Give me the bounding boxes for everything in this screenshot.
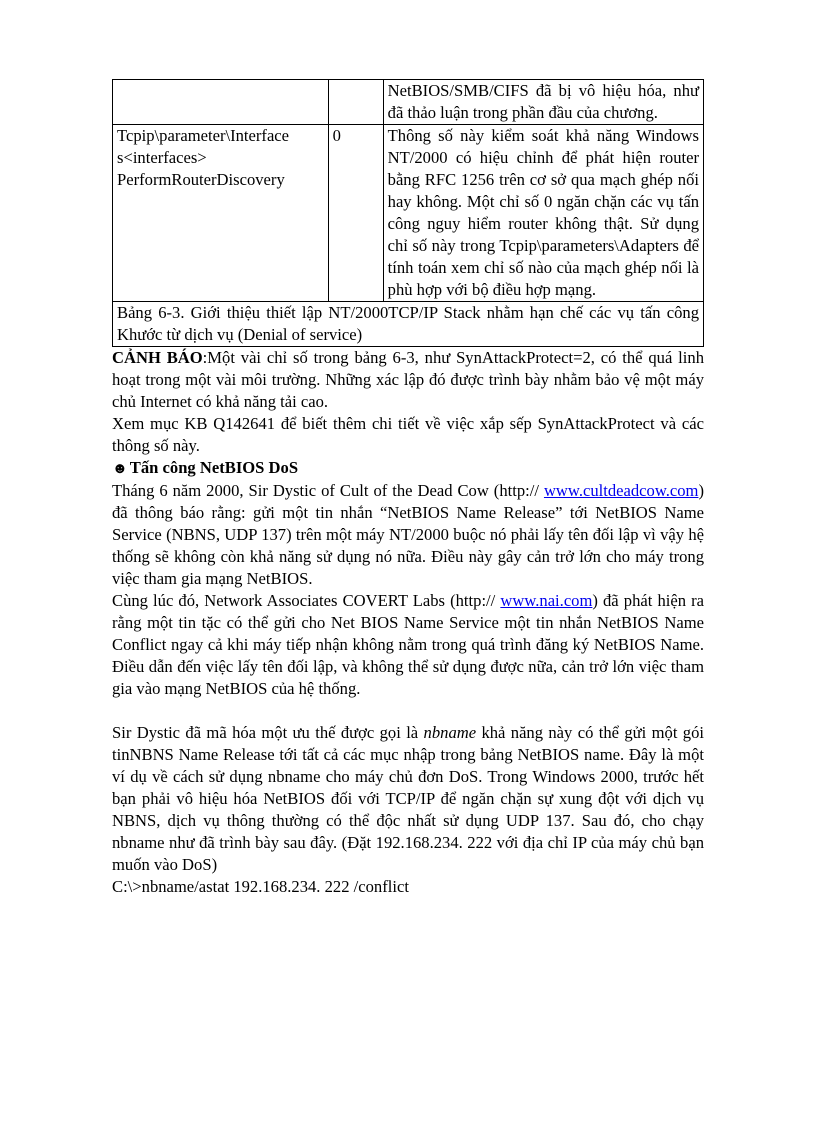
document-page	[112, 79, 704, 898]
table-cell-description: NetBIOS/SMB/CIFS đã bị vô hiệu hóa, như đã thảo luận trong phần đầu của chương.	[383, 80, 703, 125]
paragraph-nai	[112, 590, 704, 700]
warning-paragraph	[112, 347, 704, 413]
paragraph-cult-dead-cow	[112, 480, 704, 590]
paragraph-text: ) đã phát hiện ra rằng một tin tặc có thể gửi cho Net BIOS Name Service một tin nhắn NetBIOS Name Conflict ngay cả khi máy tiếp nhận không nằm trong quá trình đăng ký NetBIOS Name. Điều dẫn đến việc lấy tên đối lập, và không thể sử dụng được nữa, cản trở lớn việc tham gia vào mạng NetBIOS của hệ thống.	[112, 591, 704, 698]
key-line: PerformRouterDiscovery	[117, 170, 285, 189]
table-row	[113, 80, 704, 125]
registry-settings-table	[112, 79, 704, 347]
kb-note: Xem mục KB Q142641 để biết thêm chi tiết về việc xắp sếp SynAttackProtect và các thông số này.	[112, 414, 704, 455]
paragraph-text: ) đã thông báo rằng: gửi một tin nhắn “NetBIOS Name Release” tới NetBIOS Name Service (NBNS, UDP 137) trên một máy NT/2000 buộc nó phải lấy tên đối lập vì vậy hệ thống sẽ không còn khả năng sử dụng nó nữa. Điều này gây cản trở lớn cho máy trong việc tham gia mạng NetBIOS.	[112, 481, 704, 588]
paragraph-text: Sir Dystic đã mã hóa một ưu thế được gọi là	[112, 723, 424, 742]
warning-label: CẢNH BÁO	[112, 348, 203, 367]
key-line: s<interfaces>	[117, 148, 207, 167]
paragraph-nbname	[112, 722, 704, 876]
nai-link[interactable]: www.nai.com	[500, 591, 593, 610]
section-heading	[112, 457, 704, 480]
nbname-term: nbname	[423, 723, 477, 742]
table-cell-key	[113, 125, 329, 302]
section-title: Tấn công NetBIOS DoS	[129, 458, 299, 477]
paragraph-text: khả năng này có thể gửi một gói tinNBNS Name Release tới tất cả các mục nhập trong bảng NetBIOS name. Đây là một ví dụ về cách sử dụng nbname cho máy chủ đơn DoS. Trong Windows 2000, trước hết bạn phải vô hiệu hóa NetBIOS đối với TCP/IP để ngăn chặn sự xung đột với dịch vụ NBNS, dịch vụ thông thường có thể độc nhất sử dụng UDP 137. Sau đó, cho chạy nbname như đã trình bày sau đây. (Đặt 192.168.234. 222 với địa chỉ IP của máy chủ bạn muốn vào DoS)	[112, 723, 705, 874]
blank-line	[112, 700, 704, 722]
table-cell-value	[328, 80, 383, 125]
key-line: Tcpip\parameter\Interface	[117, 126, 290, 145]
table-cell-value: 0	[328, 125, 383, 302]
table-cell-key	[113, 80, 329, 125]
smiley-bullet-icon: ☻	[112, 461, 128, 477]
paragraph-text: Cùng lúc đó, Network Associates COVERT Labs (http://	[112, 591, 501, 610]
command-line: C:\>nbname/astat 192.168.234. 222 /conflict	[112, 877, 409, 896]
table-caption: Bảng 6-3. Giới thiệu thiết lập NT/2000TCP/IP Stack nhằm hạn chế các vụ tấn công Khước từ dịch vụ (Denial of service)	[113, 302, 704, 347]
paragraph-text: Tháng 6 năm 2000, Sir Dystic of Cult of the Dead Cow (http://	[112, 481, 544, 500]
table-row	[113, 125, 704, 302]
warning-text: :Một vài chỉ số trong bảng 6-3, như SynAttackProtect=2, có thể quá linh hoạt trong một vài môi trường. Những xác lập đó được trình bày nhằm bảo vệ một máy chủ Internet có khả năng tải cao.	[112, 348, 704, 411]
table-caption-row	[113, 302, 704, 347]
table-cell-description: Thông số này kiểm soát khả năng Windows NT/2000 có hiệu chỉnh để phát hiện router bằng RFC 1256 trên cơ sở qua mạch ghép nối hay không. Một chỉ số 0 ngăn chặn các vụ tấn công nguy hiểm router không thật. Sử dụng chỉ số này trong Tcpip\parameters\Adapters để tính toán xem chỉ số nào của mạch ghép nối là phù hợp với bộ điều hợp mạng.	[383, 125, 703, 302]
cultdeadcow-link[interactable]: www.cultdeadcow.com	[543, 481, 699, 500]
